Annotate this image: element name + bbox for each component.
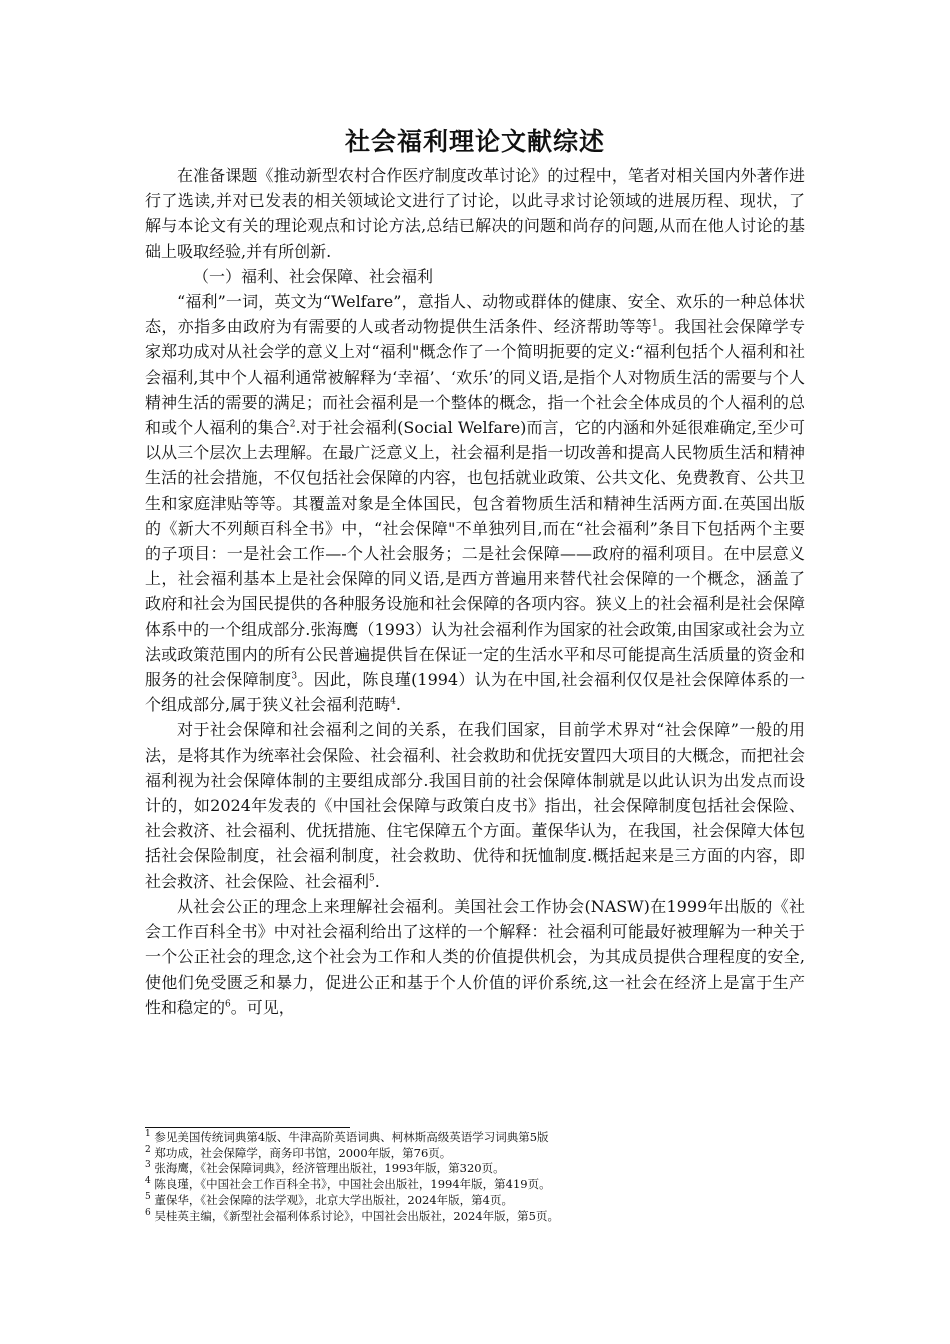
footnote-ref: 3 xyxy=(291,671,298,682)
footnotes xyxy=(145,1130,805,1224)
footnote-ref: 1 xyxy=(652,318,658,329)
footnote xyxy=(145,1209,805,1225)
footnote-number: 3 xyxy=(145,1160,151,1171)
body-paragraph: “福利”一词，英文为“Welfare”，意指人、动物或群体的健康、安全、欢乐的一种总体状态，亦指多由政府为有需要的人或者动物提供生活条件、经济帮助等等$^1$。我国社会保障学专家郑功成对从社会学的意义上对“福利"概念作了一个简明扼要的定义:“福利包括个人福利和社会福利,其中个人福利通常被解释为‘幸福’、‘欢乐’的同义语,是指个人对物质生活的需要与个人精神生活的需要的满足；而社会福利是一个整体的概念，指一个社会全体成员的个人福利的总和或个人福利的集合$^2$.对于社会福利(Social Welfare)而言，它的内涵和外延很难确定,至少可以从三个层次上去理解。在最广泛意义上，社会福利是指一切改善和提高人民物质生活和精神生活的社会措施，不仅包括社会保障的内容，也包括就业政策、公共文化、免费教育、公共卫生和家庭津贴等等。其覆盖对象是全体国民，包含着物质生活和精神生活两方面.在英国出版的《新大不列颠百科全书》中，“社会保障"不单独列目,而在“社会福利”条目下包括两个主要的子项目：一是社会工作—-个人社会服务；二是社会保障——政府的福利项目。在中层意义上，社会福利基本上是社会保障的同义语,是西方普遍用来替代社会保障的一个概念，涵盖了政府和社会为国民提供的各种服务设施和社会保障的各项内容。狭义上的社会福利是社会保障体系中的一个组成部分.张海鹰（1993）认为社会福利作为国家的社会政策,由国家或社会为立法或政策范围内的所有公民普遍提供旨在保证一定的生活水平和尽可能提高生活质量的资金和服务的社会保障制度$^3$。因此，陈良瑾(1994）认为在中国,社会福利仅仅是社会保障体系的一个组成部分,属于狭义社会福利范畴$^4$. xyxy=(145,292,805,715)
footnote-text: 张海鹰，《社会保障词典》，经济管理出版社，1993年版，第320页。 xyxy=(150,1161,505,1176)
section-heading: （一）福利、社会保障、社会福利 xyxy=(193,266,434,286)
body-paragraph: 在准备课题《推动新型农村合作医疗制度改革讨论》的过程中，笔者对相关国内外著作进行了选读,并对已发表的相关领域论文进行了讨论，以此寻求讨论领域的进展历程、现状，了解与本论文有关的理论观点和讨论方法,总结已解决的问题和尚存的问题,从而在他人讨论的基础上吸取经验,并有所创新. xyxy=(145,166,805,261)
body-paragraph: 对于社会保障和社会福利之间的关系，在我们国家，目前学术界对“社会保障”一般的用法，是将其作为统率社会保险、社会福利、社会救助和优抚安置四大项目的大概念，而把社会福利视为社会保障体制的主要组成部分.我国目前的社会保障体制就是以此认识为出发点而设计的，如2024年发表的《中国社会保障与政策白皮书》指出，社会保障制度包括社会保险、社会救济、社会福利、优抚措施、住宅保障五个方面。董保华认为，在我国，社会保障大体包括社会保险制度，社会福利制度，社会救助、优待和抚恤制度.概括起来是三方面的内容，即社会救济、社会保险、社会福利$^5$. xyxy=(145,720,805,891)
footnote xyxy=(145,1130,805,1146)
footnote xyxy=(145,1193,805,1209)
document-body xyxy=(145,163,805,1020)
footnote-number: 1 xyxy=(145,1129,151,1140)
footnote-ref: 2 xyxy=(289,419,296,430)
footnote xyxy=(145,1146,805,1162)
footnote-ref: 6 xyxy=(225,999,231,1010)
footnote xyxy=(145,1177,805,1193)
document-title: 社会福利理论文献综述 xyxy=(344,127,605,156)
footnote-separator xyxy=(145,1127,350,1128)
footnote-text: 参见美国传统词典第4版、牛津高阶英语词典、柯林斯高级英语学习词典第5版 xyxy=(150,1130,549,1144)
footnote-text: 陈良瑾，《中国社会工作百科全书》，中国社会出版社，1994年版，第419页。 xyxy=(150,1177,551,1192)
footnote-text: 郑功成，社会保障学，商务印书馆，2000年版，第76页。 xyxy=(150,1145,452,1160)
footnote-number: 2 xyxy=(145,1144,151,1155)
footnote-number: 5 xyxy=(145,1191,151,1202)
footnote-ref: 4 xyxy=(390,696,396,707)
footnote-number: 4 xyxy=(145,1176,151,1187)
footnote-ref: 5 xyxy=(369,873,375,884)
footnote-number: 6 xyxy=(145,1207,151,1218)
footnote xyxy=(145,1161,805,1177)
body-paragraph: 从社会公正的理念上来理解社会福利。美国社会工作协会(NASW)在1999年出版的《社会工作百科全书》中对社会福利给出了这样的一个解释：社会福利可能最好被理解为一种关于一个公正社会的理念,这个社会为工作和人类的价值提供机会，为其成员提供合理程度的安全,使他们免受匮乏和暴力，促进公正和基于个人价值的评价系统,这一社会在经济上是富于生产性和稳定的$^6$。可见， xyxy=(145,896,805,1017)
footnote-text: 吴桂英主编，《新型社会福利体系讨论》，中国社会出版社，2024年版，第5页。 xyxy=(150,1208,559,1223)
footnote-text: 董保华，《社会保障的法学观》，北京大学出版社，2024年版，第4页。 xyxy=(150,1192,513,1207)
